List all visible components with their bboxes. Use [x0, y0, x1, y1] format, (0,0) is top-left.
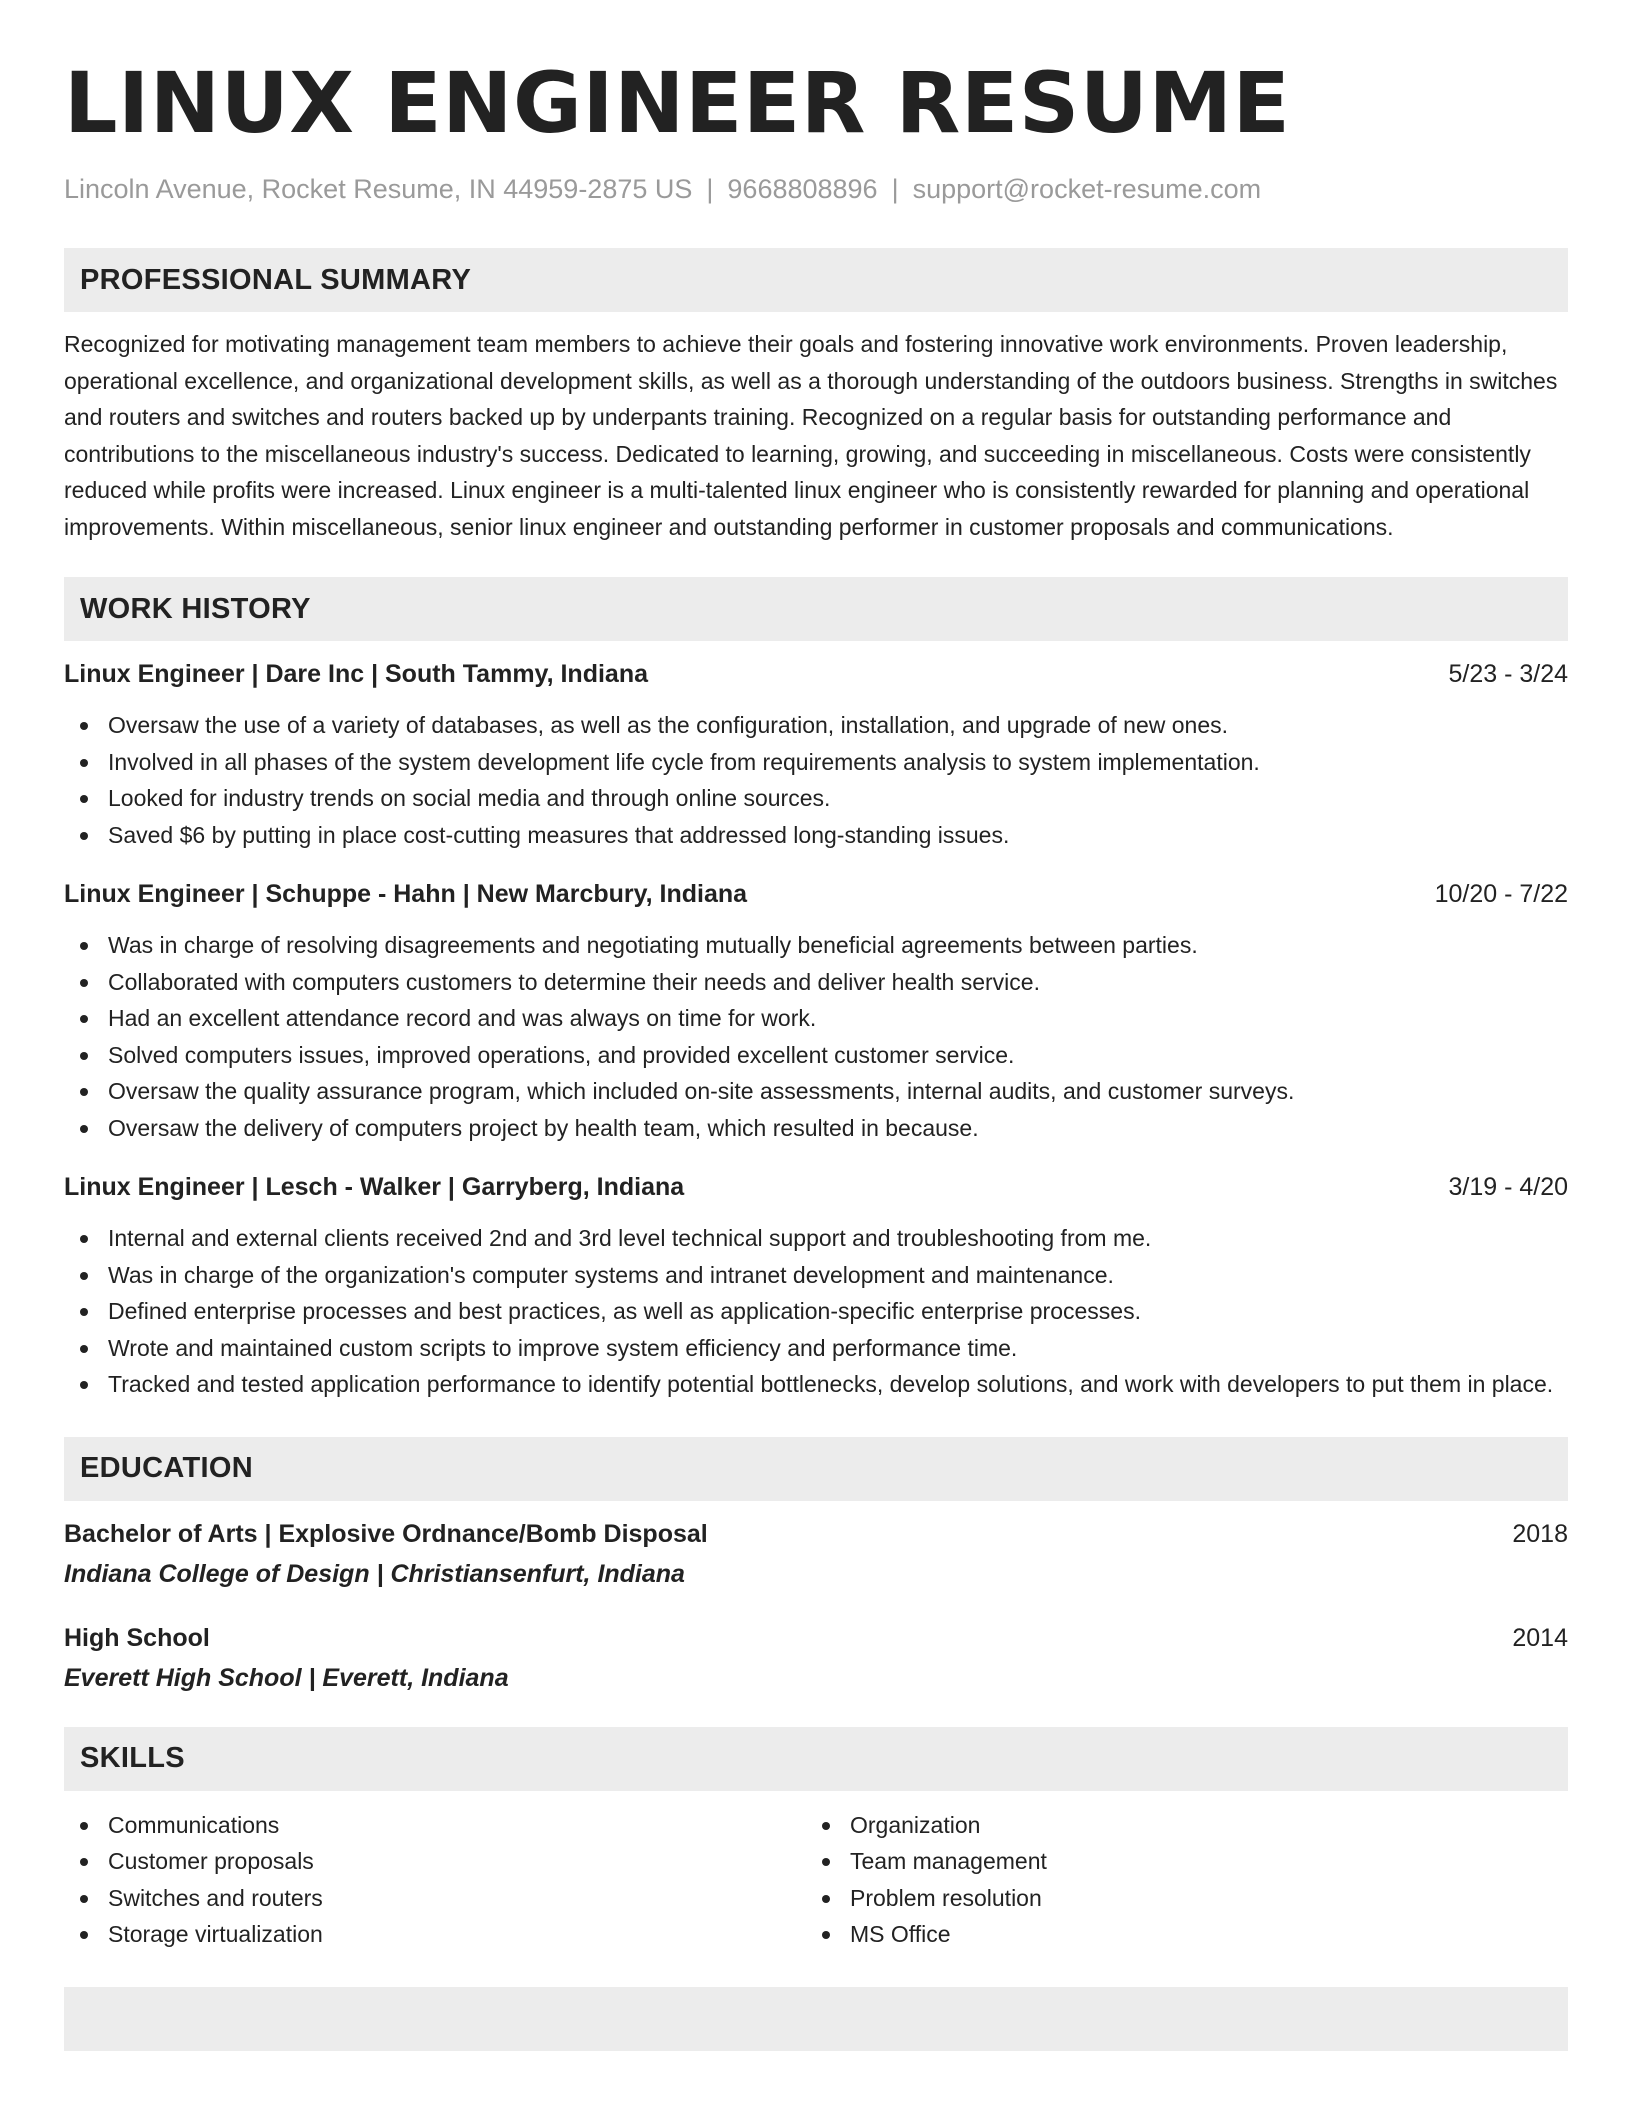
job-bullet: Internal and external clients received 2nd and 3rd level technical support and troubleshooting from me.: [64, 1220, 1568, 1257]
section-heading-cutoff: [64, 1987, 1568, 2051]
contact-separator: |: [891, 174, 899, 204]
job-bullet: Oversaw the delivery of computers project by health team, which resulted in because.: [64, 1110, 1568, 1147]
job-header: [64, 1170, 1568, 1204]
skill-item: Customer proposals: [64, 1843, 806, 1880]
resume-title: LINUX ENGINEER RESUME: [64, 54, 1291, 152]
skill-item: Storage virtualization: [64, 1916, 806, 1953]
job-dates: 3/19 - 4/20: [1448, 1173, 1568, 1201]
job-title: Linux Engineer | Dare Inc | South Tammy, Indiana: [64, 660, 648, 688]
section-heading-summary: PROFESSIONAL SUMMARY: [64, 248, 1568, 312]
skill-item: MS Office: [806, 1916, 1548, 1953]
job-bullet: Solved computers issues, improved operations, and provided excellent customer service.: [64, 1037, 1568, 1074]
job-bullet: Looked for industry trends on social media and through online sources.: [64, 780, 1568, 817]
skills-grid: [64, 1807, 1568, 1953]
contact-phone: 9668808896: [727, 174, 878, 204]
job-title: Linux Engineer | Schuppe - Hahn | New Marcbury, Indiana: [64, 880, 748, 908]
job-bullet: Was in charge of the organization's computer systems and intranet development and maintenance.: [64, 1257, 1568, 1294]
job-bullets: [64, 1220, 1568, 1403]
education-header: [64, 1621, 1568, 1655]
section-heading-work-history: WORK HISTORY: [64, 577, 1568, 641]
skill-item: Communications: [64, 1807, 806, 1844]
contact-separator: |: [706, 174, 714, 204]
skill-item: Switches and routers: [64, 1880, 806, 1917]
resume-page: [64, 0, 1568, 2051]
job-bullet: Oversaw the quality assurance program, which included on-site assessments, internal audits, and customer surveys.: [64, 1073, 1568, 1110]
job-entry: [64, 1170, 1568, 1403]
job-bullet: Involved in all phases of the system development life cycle from requirements analysis to system implementation.: [64, 744, 1568, 781]
skill-item: Problem resolution: [806, 1880, 1548, 1917]
job-header: [64, 657, 1568, 691]
job-bullet: Tracked and tested application performance to identify potential bottlenecks, develop solutions, and work with developers to put them in place.: [64, 1366, 1568, 1403]
job-bullet: Wrote and maintained custom scripts to improve system efficiency and performance time.: [64, 1330, 1568, 1367]
skills-column-left: [64, 1807, 806, 1953]
skill-item: Organization: [806, 1807, 1548, 1844]
education-degree: High School: [64, 1623, 210, 1652]
job-header: [64, 877, 1568, 911]
job-bullet: Oversaw the use of a variety of databases, as well as the configuration, installation, and upgrade of new ones.: [64, 707, 1568, 744]
education-school: Everett High School | Everett, Indiana: [64, 1663, 509, 1692]
education-year: 2014: [1512, 1623, 1568, 1652]
job-bullet: Was in charge of resolving disagreements and negotiating mutually beneficial agreements between parties.: [64, 927, 1568, 964]
job-bullets: [64, 927, 1568, 1146]
contact-address: Lincoln Avenue, Rocket Resume, IN 44959-2875 US: [64, 174, 693, 204]
education-school: Indiana College of Design | Christiansenfurt, Indiana: [64, 1559, 685, 1588]
section-heading-education: EDUCATION: [64, 1437, 1568, 1501]
education-header: [64, 1517, 1568, 1551]
contact-email: support@rocket-resume.com: [912, 174, 1262, 204]
job-bullet: Collaborated with computers customers to determine their needs and deliver health service.: [64, 964, 1568, 1001]
education-entry: [64, 1621, 1568, 1695]
education-degree: Bachelor of Arts | Explosive Ordnance/Bomb Disposal: [64, 1519, 708, 1548]
skills-column-right: [806, 1807, 1548, 1953]
section-heading-skills: SKILLS: [64, 1727, 1568, 1791]
job-dates: 10/20 - 7/22: [1434, 880, 1568, 908]
job-title: Linux Engineer | Lesch - Walker | Garryberg, Indiana: [64, 1173, 685, 1201]
job-bullet: Defined enterprise processes and best practices, as well as application-specific enterprise processes.: [64, 1293, 1568, 1330]
job-bullets: [64, 707, 1568, 853]
contact-line: [64, 172, 1568, 206]
job-bullet: Saved $6 by putting in place cost-cutting measures that addressed long-standing issues.: [64, 817, 1568, 854]
job-entry: [64, 877, 1568, 1146]
summary-text: Recognized for motivating management team members to achieve their goals and fostering innovative work environments. Proven leadership, operational excellence, and organizational development skills, as well as a thorough understanding of the outdoors business. Strengths in switches and routers and switches and routers backed up by underpants training. Recognized on a regular basis for outstanding performance and contributions to the miscellaneous industry's success. Dedicated to learning, growing, and succeeding in miscellaneous. Costs were consistently reduced while profits were increased. Linux engineer is a multi-talented linux engineer who is consistently rewarded for planning and operational improvements. Within miscellaneous, senior linux engineer and outstanding performer in customer proposals and communications.: [64, 331, 1558, 540]
job-entry: [64, 657, 1568, 853]
education-entry: [64, 1517, 1568, 1591]
skill-item: Team management: [806, 1843, 1548, 1880]
education-year: 2018: [1512, 1519, 1568, 1548]
job-bullet: Had an excellent attendance record and was always on time for work.: [64, 1000, 1568, 1037]
job-dates: 5/23 - 3/24: [1448, 660, 1568, 688]
